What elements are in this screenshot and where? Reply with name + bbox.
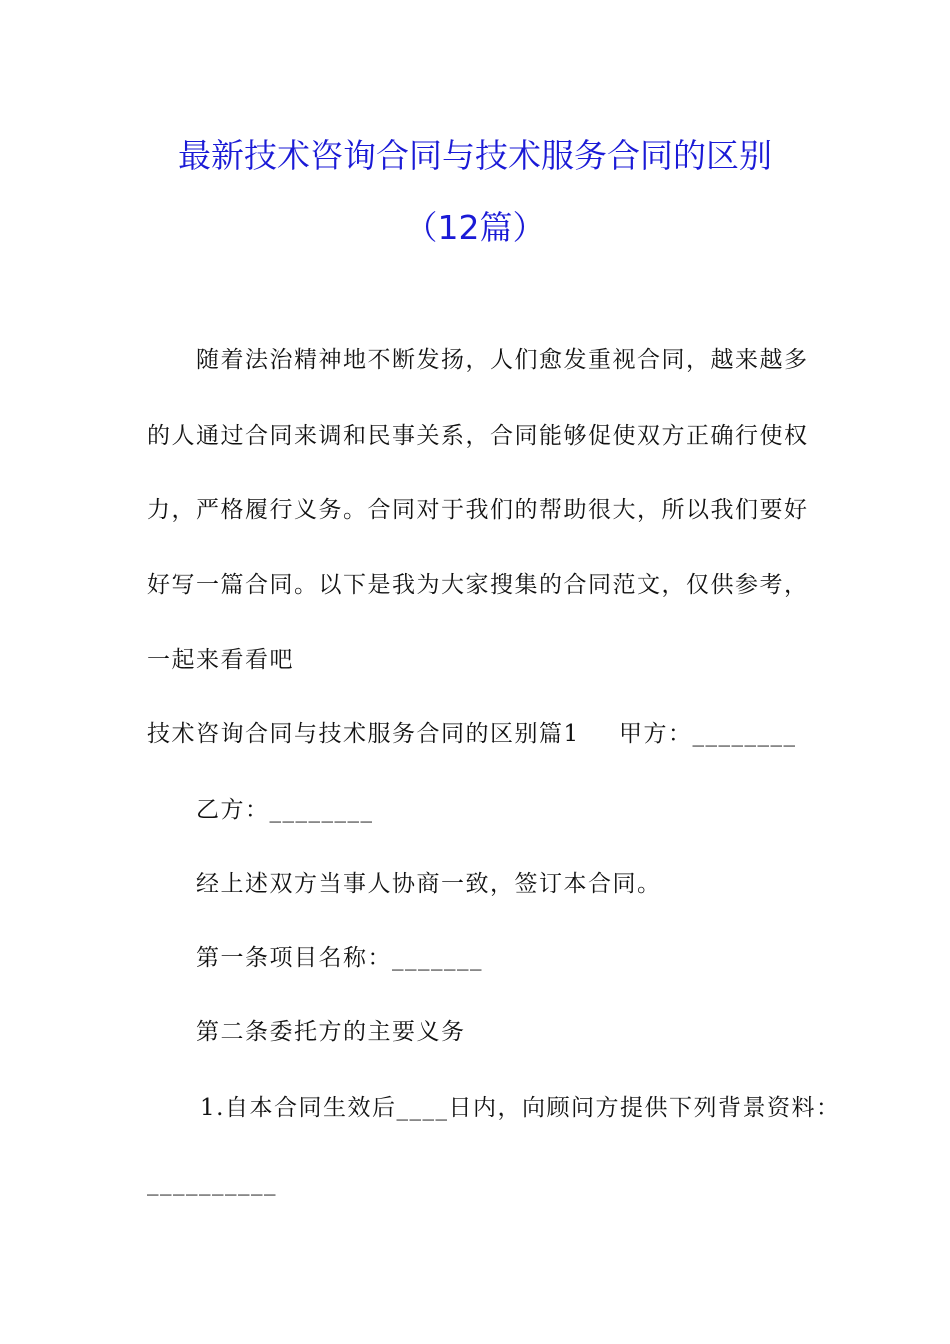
- document-title: 最新技术咨询合同与技术服务合同的区别: [178, 136, 772, 175]
- party-b-line: 乙方：________: [196, 797, 374, 823]
- party-a-line: 甲方：________: [619, 721, 797, 747]
- intro-line: 随着法治精神地不断发扬，人们愈发重视合同，越来越多: [196, 347, 809, 373]
- intro-line: 好写一篇合同。以下是我为大家搜集的合同范文，仅供参考，: [147, 572, 809, 598]
- intro-line: 的人通过合同来调和民事关系，合同能够促使双方正确行使权: [147, 423, 809, 449]
- intro-line: 力，严格履行义务。合同对于我们的帮助很大，所以我们要好: [147, 497, 809, 523]
- item-1-line: 1.自本合同生效后____日内，向顾问方提供下列背景资料：: [200, 1095, 841, 1121]
- intro-line: 一起来看看吧: [147, 647, 294, 673]
- article-1-line: 第一条项目名称：_______: [196, 945, 483, 971]
- item-1-continuation: __________: [147, 1170, 277, 1196]
- document-subtitle: （12篇）: [404, 208, 546, 247]
- article-2-line: 第二条委托方的主要义务: [196, 1019, 466, 1045]
- section-heading: 技术咨询合同与技术服务合同的区别篇1: [147, 721, 580, 747]
- agreement-line: 经上述双方当事人协商一致，签订本合同。: [196, 871, 662, 897]
